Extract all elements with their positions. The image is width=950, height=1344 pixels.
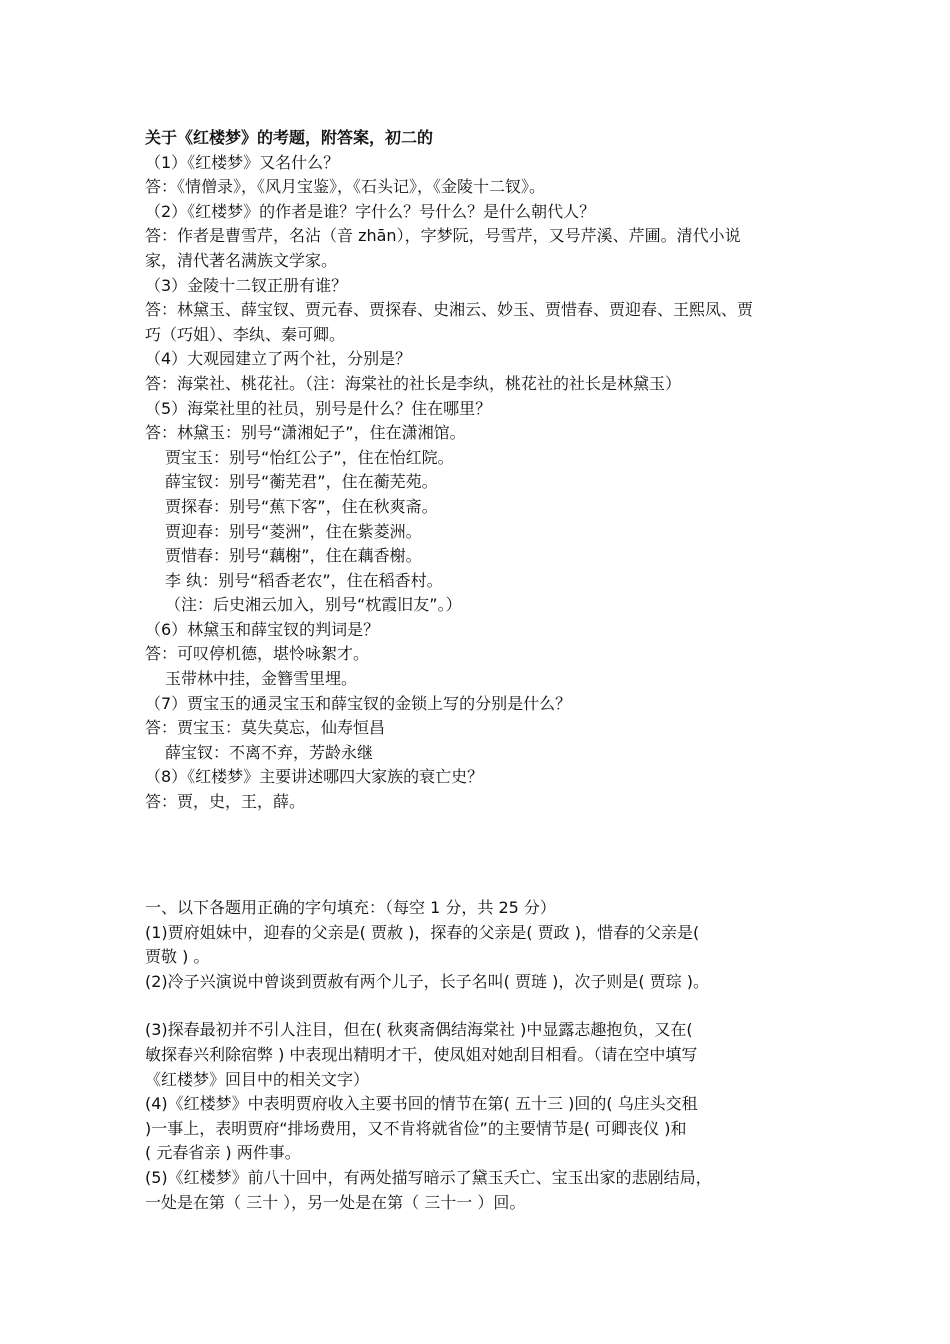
qa-section (145, 126, 825, 815)
fill-in-heading: 一、以下各题用正确的字句填充：（每空 1 分，共 25 分） (145, 898, 556, 917)
question-1: （1）《红楼梦》又名什么？ (145, 152, 340, 172)
answer-5-jia-baoyu: 贾宝玉：别号“怡红公子”，住在怡红院。 (165, 447, 454, 467)
answer-5-note: （注：后史湘云加入，别号“枕霞旧友”。） (165, 595, 462, 615)
fill-in-2: (2)冷子兴演说中曾谈到贾赦有两个儿子，长子名叫( 贾琏 )，次子则是( 贾琮 )。 (145, 971, 709, 991)
document-title: 关于《红楼梦》的考题，附答案，初二的 (145, 128, 434, 147)
fill-in-3-line-1: (3)探春最初并不引人注目，但在( 秋爽斋偶结海棠社 )中显露志趣抱负，又在( (145, 1020, 693, 1040)
answer-2-line-1: 答：作者是曹雪芹，名沾（音 zhān），字梦阮，号雪芹，又号芹溪、芹圃。清代小说 (145, 226, 741, 246)
fill-in-4-line-3: ( 元春省亲 ) 两件事。 (145, 1143, 301, 1163)
question-5: （5）海棠社里的社员，别号是什么？住在哪里？ (145, 398, 492, 418)
answer-1: 答：《情僧录》，《风月宝鉴》，《石头记》，《金陵十二钗》。 (145, 177, 546, 197)
answer-6-line-2: 玉带林中挂，金簪雪里埋。 (165, 669, 358, 689)
paragraph-gap (145, 994, 825, 1018)
answer-5-jia-yingchun: 贾迎春：别号“菱洲”，住在紫菱洲。 (165, 521, 422, 541)
answer-4: 答：海棠社、桃花社。（注：海棠社的社长是李纨，桃花社的社长是林黛玉） (145, 373, 682, 393)
answer-7-line-1: 答：贾宝玉：莫失莫忘，仙寿恒昌 (145, 718, 386, 738)
fill-in-5-line-1: (5)《红楼梦》前八十回中，有两处描写暗示了黛玉夭亡、宝玉出家的悲剧结局， (145, 1167, 712, 1187)
fill-in-4-line-2: )一事上，表明贾府“排场费用，又不肯将就省俭”的主要情节是( 可卿丧仪 )和 (145, 1118, 687, 1138)
answer-5-xue-baochai: 薛宝钗：别号“蘅芜君”，住在蘅芜苑。 (165, 472, 438, 492)
fill-in-4-line-1: (4)《红楼梦》中表明贾府收入主要书回的情节在第( 五十三 )回的( 乌庄头交租 (145, 1094, 698, 1114)
question-4: （4）大观园建立了两个社，分别是？ (145, 349, 412, 369)
fill-in-3-line-3: 《红楼梦》回目中的相关文字） (145, 1069, 370, 1089)
answer-3-line-1: 答：林黛玉、薛宝钗、贾元春、贾探春、史湘云、妙玉、贾惜春、贾迎春、王熙凤、贾 (145, 300, 754, 320)
answer-5-jia-tanchun: 贾探春：别号“蕉下客”，住在秋爽斋。 (165, 496, 438, 516)
fill-in-1-line-2: 贾敬 ) 。 (145, 947, 210, 967)
fill-in-1-line-1: (1)贾府姐妹中，迎春的父亲是( 贾赦 )，探春的父亲是( 贾政 )，惜春的父亲是( (145, 922, 700, 942)
answer-3-line-2: 巧（巧姐）、李纨、秦可卿。 (145, 324, 346, 344)
answer-6-line-1: 答：可叹停机德，堪怜咏絮才。 (145, 644, 370, 664)
question-7: （7）贾宝玉的通灵宝玉和薛宝钗的金锁上写的分别是什么？ (145, 693, 572, 713)
answer-5-li-wan: 李 纨：别号“稻香老农”，住在稻香村。 (165, 570, 443, 590)
question-2: （2）《红楼梦》的作者是谁？字什么？号什么？是什么朝代人？ (145, 201, 596, 221)
answer-5-lin-daiyu: 答：林黛玉：别号“潇湘妃子”，住在潇湘馆。 (145, 423, 466, 443)
fill-in-section (145, 896, 825, 1215)
question-8: （8）《红楼梦》主要讲述哪四大家族的衰亡史？ (145, 767, 484, 787)
fill-in-5-line-2: 一处是在第（ 三十 ），另一处是在第（ 三十一 ）回。 (145, 1192, 526, 1212)
answer-5-jia-xichun: 贾惜春：别号“藕榭”，住在藕香榭。 (165, 546, 422, 566)
answer-7-line-2: 薛宝钗：不离不弃，芳龄永继 (165, 742, 374, 762)
answer-2-line-2: 家，清代著名满族文学家。 (145, 250, 338, 270)
question-6: （6）林黛玉和薛宝钗的判词是？ (145, 619, 380, 639)
answer-8: 答：贾，史，王，薛。 (145, 792, 306, 812)
fill-in-3-line-2: 敏探春兴利除宿弊 ) 中表现出精明才干，使凤姐对她刮目相看。（请在空中填写 (145, 1044, 698, 1064)
question-3: （3）金陵十二钗正册有谁？ (145, 275, 348, 295)
